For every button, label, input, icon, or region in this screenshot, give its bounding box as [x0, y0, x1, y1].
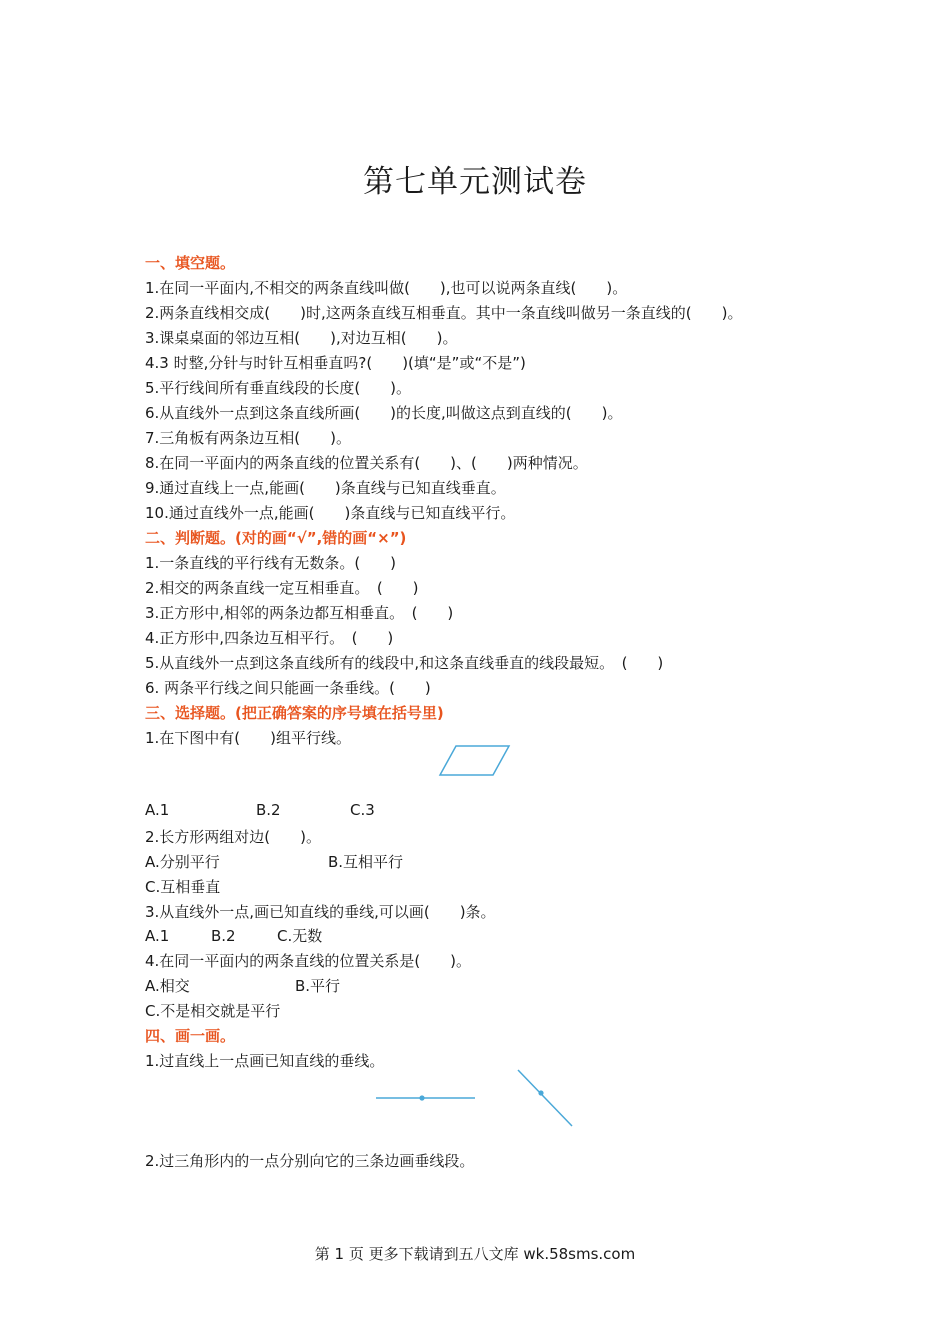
- option-a: A.分别平行: [145, 853, 220, 871]
- question-line: 2.相交的两条直线一定互相垂直。 ( ): [145, 579, 419, 597]
- option-c: C.3: [350, 801, 375, 819]
- option-c: C.无数: [277, 927, 323, 945]
- question-line: 1.在同一平面内,不相交的两条直线叫做( ),也可以说两条直线( )。: [145, 279, 628, 297]
- section-heading-fill-blank: 一、填空题。: [145, 254, 236, 272]
- parallelogram-figure: [438, 744, 512, 778]
- question-line: 4.正方形中,四条边互相平行。 ( ): [145, 629, 394, 647]
- page-title: 第七单元测试卷: [363, 164, 587, 200]
- option-row: [145, 975, 340, 996]
- section-heading-multiple-choice: 三、选择题。(把正确答案的序号填在括号里): [145, 704, 444, 722]
- option-b: B.平行: [295, 977, 341, 995]
- question-line: 2.两条直线相交成( )时,这两条直线互相垂直。其中一条直线叫做另一条直线的( )。: [145, 304, 743, 322]
- question-line: 9.通过直线上一点,能画( )条直线与已知直线垂直。: [145, 479, 506, 497]
- option-a: A.相交: [145, 977, 190, 995]
- question-line: 1.一条直线的平行线有无数条。( ): [145, 554, 397, 572]
- question-line: 6. 两条平行线之间只能画一条垂线。( ): [145, 679, 431, 697]
- line-with-point-figure: [370, 1066, 580, 1132]
- question-line: 4.3 时整,分针与时针互相垂直吗?( )(填“是”或“不是”): [145, 354, 526, 372]
- section-heading-drawing: 四、画一画。: [145, 1027, 236, 1045]
- question-line: 4.在同一平面内的两条直线的位置关系是( )。: [145, 952, 472, 970]
- question-line: 1.在下图中有( )组平行线。: [145, 729, 352, 747]
- question-line: 3.正方形中,相邻的两条边都互相垂直。 ( ): [145, 604, 454, 622]
- option-a: A.1: [145, 801, 170, 819]
- option-b: B.互相平行: [328, 853, 404, 871]
- question-line: 10.通过直线外一点,能画( )条直线与已知直线平行。: [145, 504, 516, 522]
- option-row: [145, 801, 375, 819]
- option-c: C.互相垂直: [145, 878, 221, 896]
- question-line: 2.过三角形内的一点分别向它的三条边画垂线段。: [145, 1152, 475, 1170]
- option-a: A.1: [145, 927, 170, 945]
- question-line: 8.在同一平面内的两条直线的位置关系有( )、( )两种情况。: [145, 454, 588, 472]
- option-c: C.不是相交就是平行: [145, 1002, 281, 1020]
- option-row: [145, 851, 403, 872]
- option-b: B.2: [256, 801, 281, 819]
- question-line: 5.从直线外一点到这条直线所有的线段中,和这条直线垂直的线段最短。 ( ): [145, 654, 664, 672]
- page-footer: 第 1 页 更多下载请到五八文库 wk.58sms.com: [314, 1245, 636, 1263]
- question-line: 7.三角板有两条边互相( )。: [145, 429, 352, 447]
- question-line: 1.过直线上一点画已知直线的垂线。: [145, 1052, 385, 1070]
- question-line: 3.从直线外一点,画已知直线的垂线,可以画( )条。: [145, 903, 496, 921]
- section-heading-true-false: 二、判断题。(对的画“√”,错的画“×”): [145, 529, 407, 547]
- question-line: 2.长方形两组对边( )。: [145, 828, 322, 846]
- option-b: B.2: [211, 927, 236, 945]
- question-line: 6.从直线外一点到这条直线所画( )的长度,叫做这点到直线的( )。: [145, 404, 623, 422]
- option-row: [145, 925, 322, 946]
- question-line: 3.课桌桌面的邻边互相( ),对边互相( )。: [145, 329, 458, 347]
- question-line: 5.平行线间所有垂直线段的长度( )。: [145, 379, 412, 397]
